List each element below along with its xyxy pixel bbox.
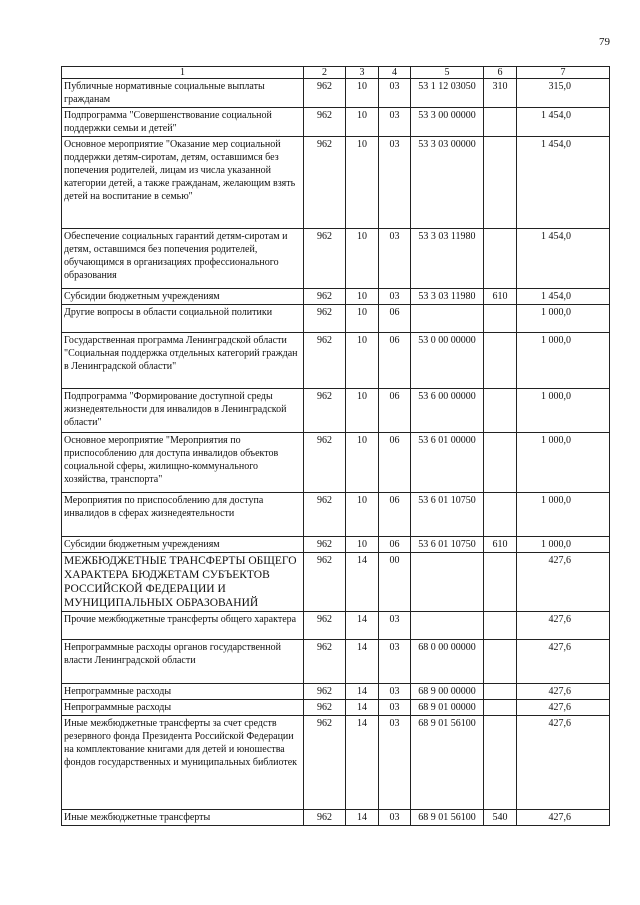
row-value-cell: 962	[304, 640, 346, 684]
row-name-cell: Публичные нормативные социальные выплаты гражданам	[62, 79, 304, 108]
row-value-cell: 53 1 12 03050	[411, 79, 484, 108]
row-value-cell: 14	[346, 716, 379, 810]
row-value-cell: 14	[346, 810, 379, 826]
row-value-cell: 1 000,0	[517, 389, 610, 433]
table-header-row	[62, 67, 610, 79]
row-value-cell: 610	[484, 537, 517, 553]
row-value-cell: 10	[346, 137, 379, 229]
row-value-cell: 962	[304, 289, 346, 305]
row-value-cell	[484, 553, 517, 612]
row-name-cell: Другие вопросы в области социальной политики	[62, 305, 304, 333]
row-value-cell	[484, 433, 517, 493]
row-value-cell: 68 9 01 00000	[411, 700, 484, 716]
row-value-cell: 10	[346, 289, 379, 305]
row-value-cell: 03	[379, 229, 411, 289]
row-value-cell: 427,6	[517, 716, 610, 810]
row-value-cell: 1 454,0	[517, 108, 610, 137]
row-value-cell	[484, 137, 517, 229]
page-number: 79	[599, 36, 610, 48]
table-row	[62, 537, 610, 553]
row-name-cell: Иные межбюджетные трансферты	[62, 810, 304, 826]
table-row	[62, 389, 610, 433]
row-value-cell: 962	[304, 553, 346, 612]
row-value-cell: 1 000,0	[517, 305, 610, 333]
row-value-cell: 1 454,0	[517, 229, 610, 289]
row-value-cell: 53 6 01 00000	[411, 433, 484, 493]
row-value-cell: 03	[379, 716, 411, 810]
row-name-cell: Подпрограмма "Совершенствование социальной поддержки семьи и детей"	[62, 108, 304, 137]
row-value-cell: 962	[304, 305, 346, 333]
row-value-cell: 06	[379, 537, 411, 553]
row-value-cell: 962	[304, 137, 346, 229]
row-value-cell: 06	[379, 333, 411, 389]
row-value-cell: 06	[379, 305, 411, 333]
row-value-cell	[484, 612, 517, 640]
table-row	[62, 612, 610, 640]
row-value-cell: 68 0 00 00000	[411, 640, 484, 684]
table-row	[62, 640, 610, 684]
table-row	[62, 305, 610, 333]
row-value-cell: 427,6	[517, 684, 610, 700]
row-name-cell: МЕЖБЮДЖЕТНЫЕ ТРАНСФЕРТЫ ОБЩЕГО ХАРАКТЕРА БЮДЖЕТАМ СУБЪЕКТОВ РОССИЙСКОЙ ФЕДЕРАЦИИ И МУНИЦИПАЛЬНЫХ ОБРАЗОВАНИЙ	[62, 553, 304, 612]
table-row	[62, 493, 610, 537]
row-value-cell: 14	[346, 553, 379, 612]
row-value-cell	[411, 305, 484, 333]
table-row	[62, 108, 610, 137]
row-value-cell: 427,6	[517, 810, 610, 826]
row-name-cell: Субсидии бюджетным учреждениям	[62, 537, 304, 553]
row-value-cell: 03	[379, 700, 411, 716]
row-value-cell: 53 3 03 11980	[411, 289, 484, 305]
row-value-cell: 962	[304, 810, 346, 826]
row-value-cell: 1 000,0	[517, 433, 610, 493]
row-value-cell: 10	[346, 433, 379, 493]
row-value-cell: 10	[346, 108, 379, 137]
row-value-cell: 962	[304, 333, 346, 389]
row-value-cell	[484, 389, 517, 433]
row-value-cell: 962	[304, 79, 346, 108]
row-value-cell: 962	[304, 108, 346, 137]
row-value-cell: 962	[304, 229, 346, 289]
row-value-cell: 53 3 03 11980	[411, 229, 484, 289]
table-row	[62, 137, 610, 229]
row-value-cell	[484, 108, 517, 137]
row-value-cell: 68 9 01 56100	[411, 716, 484, 810]
row-value-cell: 53 3 03 00000	[411, 137, 484, 229]
row-value-cell	[484, 229, 517, 289]
row-value-cell: 540	[484, 810, 517, 826]
row-value-cell: 14	[346, 612, 379, 640]
row-value-cell: 962	[304, 389, 346, 433]
budget-table	[61, 66, 610, 826]
row-name-cell: Непрограммные расходы	[62, 684, 304, 700]
row-value-cell: 06	[379, 493, 411, 537]
table-row	[62, 433, 610, 493]
row-name-cell: Основное мероприятие "Мероприятия по приспособлению для доступа инвалидов объектов социальной сферы, жилищно-коммунального хозяйства, транспорта"	[62, 433, 304, 493]
row-value-cell: 310	[484, 79, 517, 108]
row-value-cell: 610	[484, 289, 517, 305]
row-value-cell: 427,6	[517, 640, 610, 684]
row-value-cell: 14	[346, 700, 379, 716]
row-value-cell: 1 000,0	[517, 537, 610, 553]
row-value-cell: 962	[304, 493, 346, 537]
row-value-cell: 962	[304, 537, 346, 553]
table-row	[62, 229, 610, 289]
column-header: 4	[379, 67, 411, 79]
row-value-cell: 14	[346, 684, 379, 700]
row-value-cell: 10	[346, 333, 379, 389]
row-name-cell: Мероприятия по приспособлению для доступа инвалидов в сферах жизнедеятельности	[62, 493, 304, 537]
row-value-cell: 10	[346, 79, 379, 108]
row-name-cell: Государственная программа Ленинградской области "Социальная поддержка отдельных категорий граждан в Ленинградской области"	[62, 333, 304, 389]
column-header: 7	[517, 67, 610, 79]
row-value-cell	[411, 553, 484, 612]
row-name-cell: Основное мероприятие "Оказание мер социальной поддержки детям-сиротам, детям, оставшимся без попечения родителей, лицам из числа указанной категории детей, а также гражданам, желающим взять детей на воспитание в семью"	[62, 137, 304, 229]
column-header: 5	[411, 67, 484, 79]
row-value-cell: 03	[379, 640, 411, 684]
row-name-cell: Непрограммные расходы	[62, 700, 304, 716]
column-header: 6	[484, 67, 517, 79]
row-value-cell: 1 454,0	[517, 137, 610, 229]
row-value-cell: 03	[379, 684, 411, 700]
row-value-cell: 03	[379, 612, 411, 640]
row-value-cell: 14	[346, 640, 379, 684]
row-value-cell: 1 000,0	[517, 333, 610, 389]
row-value-cell: 53 0 00 00000	[411, 333, 484, 389]
table-row	[62, 684, 610, 700]
table-row	[62, 79, 610, 108]
row-value-cell: 03	[379, 289, 411, 305]
row-value-cell: 10	[346, 305, 379, 333]
row-name-cell: Иные межбюджетные трансферты за счет средств резервного фонда Президента Российской Федерации на комплектование книгами для детей и юношества фондов государственных и муниципальных библиотек	[62, 716, 304, 810]
row-value-cell: 06	[379, 433, 411, 493]
row-value-cell	[484, 305, 517, 333]
column-header: 1	[62, 67, 304, 79]
row-value-cell: 427,6	[517, 612, 610, 640]
row-value-cell: 68 9 01 56100	[411, 810, 484, 826]
table-row	[62, 716, 610, 810]
table-row	[62, 700, 610, 716]
row-value-cell: 06	[379, 389, 411, 433]
row-value-cell	[484, 716, 517, 810]
column-header: 2	[304, 67, 346, 79]
row-value-cell: 53 6 00 00000	[411, 389, 484, 433]
column-header: 3	[346, 67, 379, 79]
row-value-cell: 962	[304, 716, 346, 810]
row-value-cell: 53 3 00 00000	[411, 108, 484, 137]
row-value-cell: 03	[379, 810, 411, 826]
row-value-cell	[411, 612, 484, 640]
row-value-cell: 1 000,0	[517, 493, 610, 537]
row-name-cell: Обеспечение социальных гарантий детям-сиротам и детям, оставшимся без попечения родителей, обучающимся в организациях профессионального образования	[62, 229, 304, 289]
row-value-cell: 10	[346, 389, 379, 433]
row-name-cell: Непрограммные расходы органов государственной власти Ленинградской области	[62, 640, 304, 684]
row-name-cell: Субсидии бюджетным учреждениям	[62, 289, 304, 305]
table-row	[62, 810, 610, 826]
row-value-cell: 03	[379, 137, 411, 229]
row-value-cell: 68 9 00 00000	[411, 684, 484, 700]
row-value-cell: 962	[304, 433, 346, 493]
row-value-cell	[484, 493, 517, 537]
row-name-cell: Подпрограмма "Формирование доступной среды жизнедеятельности для инвалидов в Ленинградской области"	[62, 389, 304, 433]
row-value-cell	[484, 333, 517, 389]
row-value-cell: 03	[379, 108, 411, 137]
row-value-cell: 962	[304, 700, 346, 716]
row-value-cell: 03	[379, 79, 411, 108]
row-name-cell: Прочие межбюджетные трансферты общего характера	[62, 612, 304, 640]
row-value-cell: 10	[346, 493, 379, 537]
row-value-cell: 962	[304, 684, 346, 700]
row-value-cell: 00	[379, 553, 411, 612]
row-value-cell: 10	[346, 537, 379, 553]
row-value-cell	[484, 684, 517, 700]
table-row	[62, 289, 610, 305]
row-value-cell: 427,6	[517, 700, 610, 716]
row-value-cell: 10	[346, 229, 379, 289]
row-value-cell: 427,6	[517, 553, 610, 612]
row-value-cell: 1 454,0	[517, 289, 610, 305]
row-value-cell	[484, 640, 517, 684]
row-value-cell: 53 6 01 10750	[411, 537, 484, 553]
row-value-cell: 53 6 01 10750	[411, 493, 484, 537]
row-value-cell	[484, 700, 517, 716]
table-row	[62, 553, 610, 612]
row-value-cell: 962	[304, 612, 346, 640]
row-value-cell: 315,0	[517, 79, 610, 108]
table-row	[62, 333, 610, 389]
